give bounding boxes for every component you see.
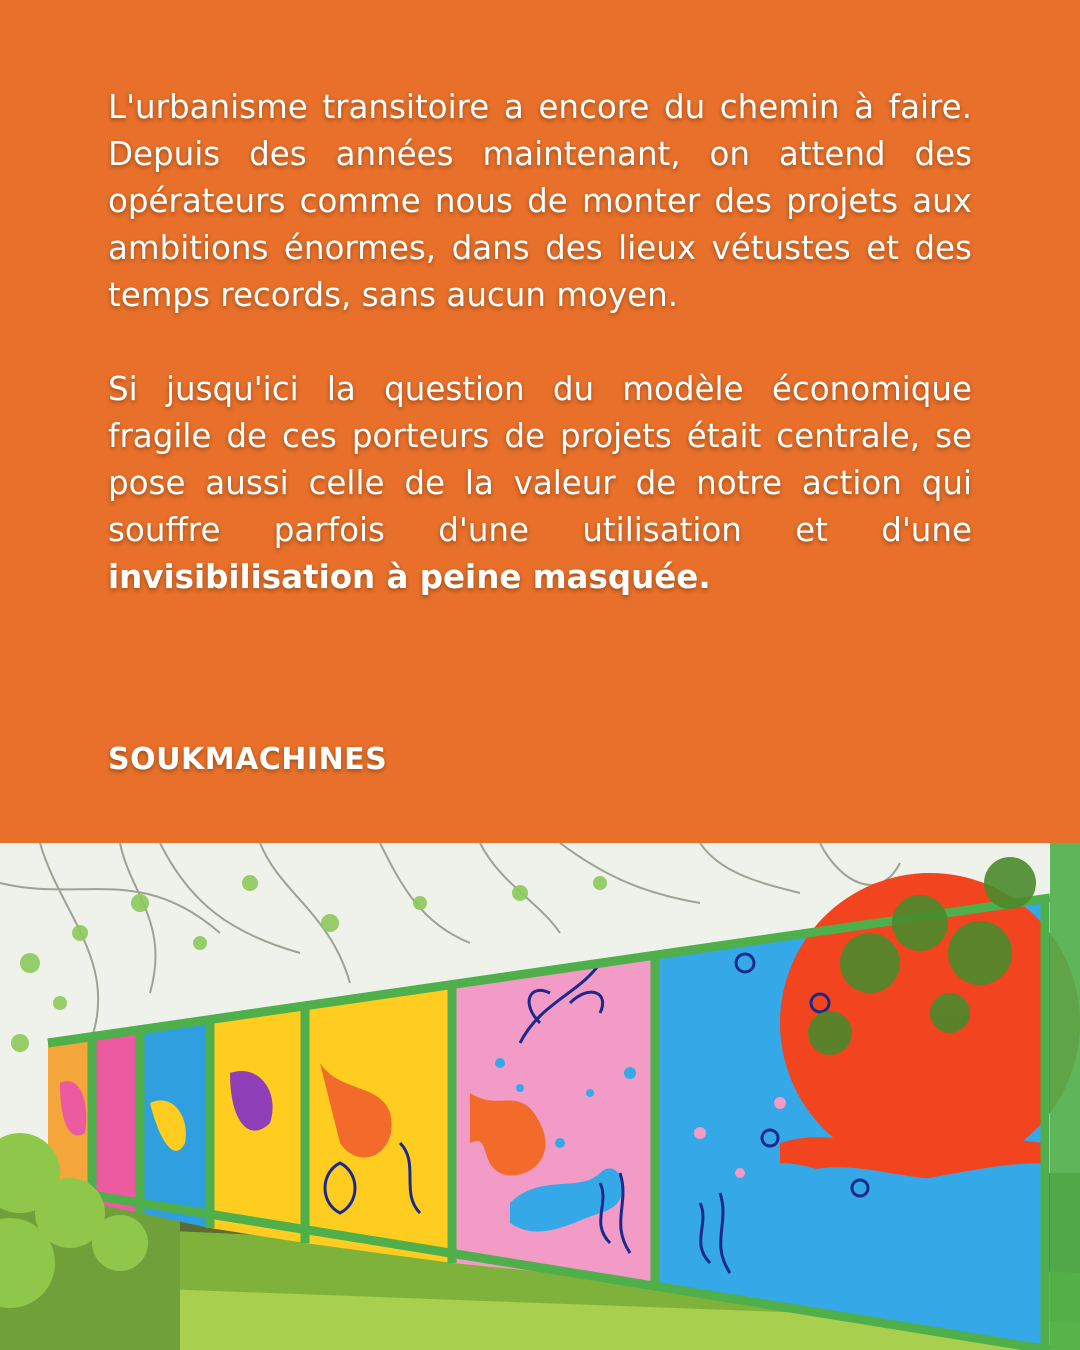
paragraph-1: L'urbanisme transitoire a encore du chemin à faire. Depuis des années maintenant, on attend des opérateurs comme nous de monter des projets aux ambitions énormes, dans des lieux vétustes et des temps records, sans aucun moyen. — [108, 88, 972, 314]
paragraph-2-emphasis: invisibilisation à peine masquée. — [108, 558, 711, 596]
body-text — [108, 84, 972, 648]
paragraph-2 — [108, 366, 972, 601]
paragraph-2-text: Si jusqu'ici la question du modèle économique fragile de ces porteurs de projets était centrale, se pose aussi celle de la valeur de notre action qui souffre parfois d'une utilisation et d'une — [108, 370, 972, 549]
mural-photo — [0, 843, 1080, 1350]
signature: SOUKMACHINES — [108, 742, 388, 777]
